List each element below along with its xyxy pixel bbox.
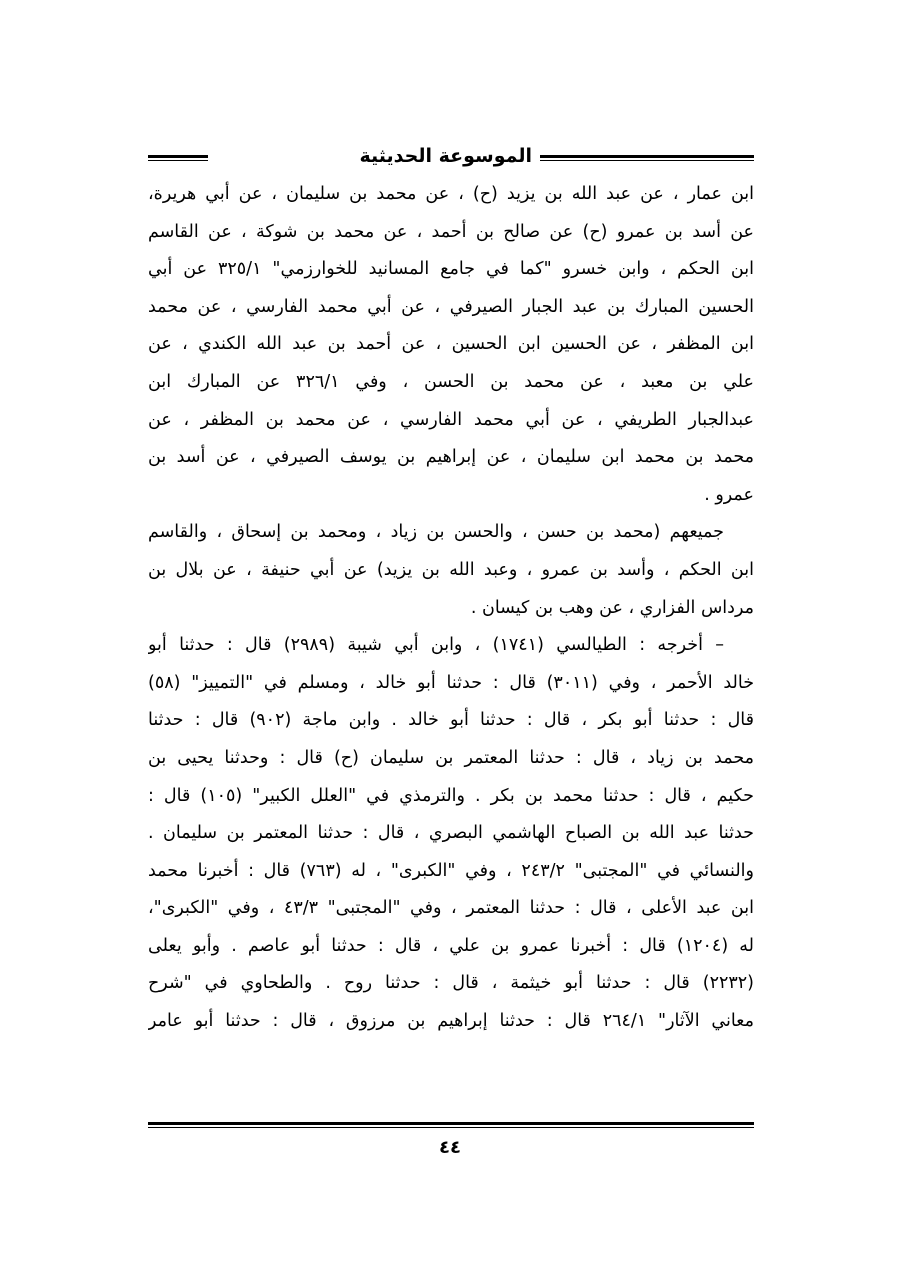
paragraph-2 <box>148 514 754 627</box>
text-line: عبدالجبار الطريفي ، عن أبي محمد الفارسي ، عن محمد بن المظفر ، عن <box>148 409 754 430</box>
text-line: عن أسد بن عمرو (ح) عن صالح بن أحمد ، عن محمد بن شوكة ، عن القاسم <box>148 221 754 242</box>
footer-rule <box>148 1122 754 1128</box>
paragraph-1 <box>148 176 754 514</box>
text-line: الحسين المبارك بن عبد الجبار الصيرفي ، عن أبي محمد الفارسي ، عن محمد <box>148 296 754 317</box>
text-line: ابن عبد الأعلى ، قال : حدثنا المعتمر ، وفي "المجتبى" ٤٣/٣ ، وفي "الكبرى"، <box>148 898 754 919</box>
header-rule-right <box>540 155 754 161</box>
text-line: ابن الحكم ، وأسد بن عمرو ، وعبد الله بن يزيد) عن أبي حنيفة ، عن بلال بن <box>148 559 754 580</box>
text-line: خالد الأحمر ، وفي (٣٠١١) قال : حدثنا أبو خالد ، ومسلم في "التمييز" (٥٨) <box>148 672 754 693</box>
text-line: ابن المظفر ، عن الحسين ابن الحسين ، عن أحمد بن عبد الله الكندي ، عن <box>148 334 754 355</box>
text-line: (٢٢٣٢) قال : حدثنا أبو خيثمة ، قال : حدثنا روح . والطحاوي في "شرح <box>148 973 754 994</box>
text-line: والنسائي في "المجتبى" ٢٤٣/٢ ، وفي "الكبرى" ، له (٧٦٣) قال : أخبرنا محمد <box>148 860 754 881</box>
text-line: عمرو . <box>704 484 754 505</box>
header-title: الموسوعة الحديثية <box>359 145 532 167</box>
text-line: – أخرجه : الطيالسي (١٧٤١) ، وابن أبي شيبة (٢٩٨٩) قال : حدثنا أبو <box>148 635 724 656</box>
text-line: محمد بن زياد ، قال : حدثنا المعتمر بن سليمان (ح) قال : وحدثنا يحيى بن <box>148 747 754 768</box>
text-line: حكيم ، قال : حدثنا محمد بن بكر . والترمذي في "العلل الكبير" (١٠٥) قال : <box>148 785 754 806</box>
text-line: علي بن معبد ، عن محمد بن الحسن ، وفي ٣٢٦/١ عن المبارك ابن <box>148 371 754 392</box>
text-line: ابن الحكم ، وابن خسرو "كما في جامع المسانيد للخوارزمي" ٣٢٥/١ عن أبي <box>148 259 754 280</box>
header-rule-left <box>148 155 208 161</box>
text-line: حدثنا عبد الله بن الصباح الهاشمي البصري ، قال : حدثنا المعتمر بن سليمان . <box>148 823 754 844</box>
running-header <box>148 140 754 176</box>
paragraph-3 <box>148 627 754 1041</box>
text-line: محمد بن محمد ابن سليمان ، عن إبراهيم بن يوسف الصيرفي ، عن أسد بن <box>148 447 754 468</box>
page-number: ٤٤ <box>439 1137 461 1158</box>
text-line: له (١٢٠٤) قال : أخبرنا عمرو بن علي ، قال : حدثنا أبو عاصم . وأبو يعلى <box>148 935 754 956</box>
text-line: مرداس الفزاري ، عن وهب بن كيسان . <box>470 597 754 618</box>
text-line: ابن عمار ، عن عبد الله بن يزيد (ح) ، عن محمد بن سليمان ، عن أبي هريرة، <box>148 184 754 204</box>
text-line: قال : حدثنا أبو بكر ، قال : حدثنا أبو خالد . وابن ماجة (٩٠٢) قال : حدثنا <box>148 710 754 731</box>
text-line: معاني الآثار" ٢٦٤/١ قال : حدثنا إبراهيم بن مرزوق ، قال : حدثنا أبو عامر <box>148 1011 754 1032</box>
text-line: جميعهم (محمد بن حسن ، والحسن بن زياد ، ومحمد بن إسحاق ، والقاسم <box>148 522 724 543</box>
body-text <box>148 176 754 1041</box>
